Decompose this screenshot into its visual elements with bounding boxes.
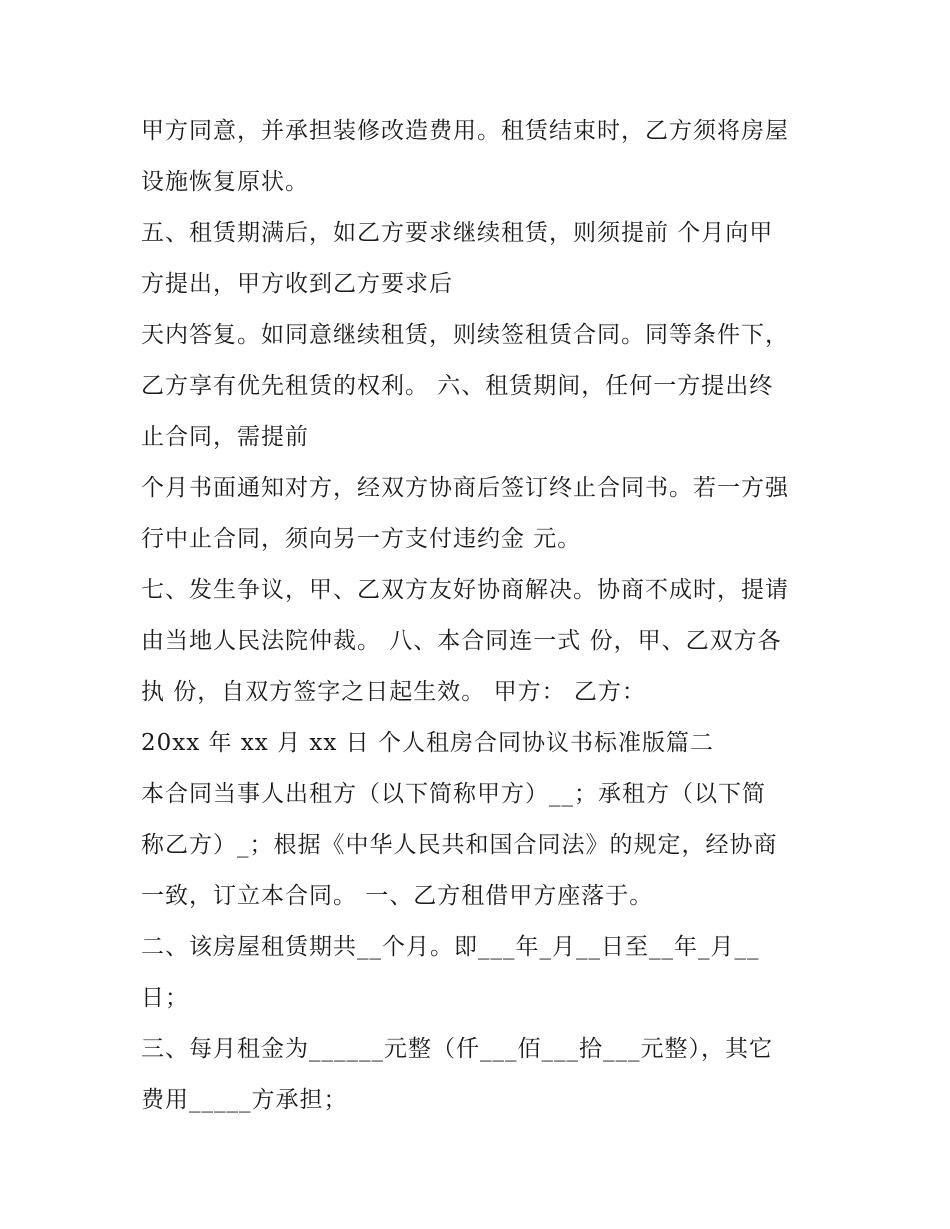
text-line: 称乙方）_；根据《中华人民共和国合同法》的规定，经协商 bbox=[141, 832, 778, 858]
text-line: 二、该房屋租赁期共__个月。即___年_月__日至__年_月__ bbox=[141, 934, 760, 960]
text-line: 由当地人民法院仲裁。 八、本合同连一式 份，甲、乙双方各 bbox=[141, 628, 782, 654]
text-line: 费用_____方承担； bbox=[141, 1087, 348, 1113]
text-line: 个月书面通知对方，经双方协商后签订终止合同书。若一方强 bbox=[141, 475, 789, 501]
text-line: 七、发生争议，甲、乙双方友好协商解决。协商不成时，提请 bbox=[141, 577, 789, 603]
text-line: 执 份，自双方签字之日起生效。 甲方： 乙方： bbox=[141, 679, 646, 705]
text-line: 止合同，需提前 bbox=[141, 424, 309, 450]
text-line: 天内答复。如同意继续租赁，则续签租赁合同。同等条件下， bbox=[141, 322, 789, 348]
text-line: 一致，订立本合同。 一、乙方租借甲方座落于。 bbox=[141, 883, 654, 909]
document-body bbox=[141, 106, 831, 1126]
text-line: 乙方享有优先租赁的权利。 六、租赁期间，任何一方提出终 bbox=[141, 373, 774, 399]
text-line: 五、租赁期满后，如乙方要求继续租赁，则须提前 个月向甲 bbox=[141, 220, 774, 246]
text-line: 方提出，甲方收到乙方要求后 bbox=[141, 271, 453, 297]
text-line: 日； bbox=[141, 985, 189, 1011]
text-line: 甲方同意，并承担装修改造费用。租赁结束时，乙方须将房屋 bbox=[141, 118, 789, 144]
text-line: 行中止合同，须向另一方支付违约金 元。 bbox=[141, 526, 582, 552]
text-line: 三、每月租金为______元整（仟___佰___拾___元整），其它 bbox=[141, 1036, 773, 1062]
section-title-line: 20xx 年 xx 月 xx 日 个人租房合同协议书标准版篇二 bbox=[141, 730, 714, 756]
text-line: 设施恢复原状。 bbox=[141, 169, 309, 195]
text-line: 本合同当事人出租方（以下简称甲方）__；承租方（以下简 bbox=[141, 781, 766, 807]
